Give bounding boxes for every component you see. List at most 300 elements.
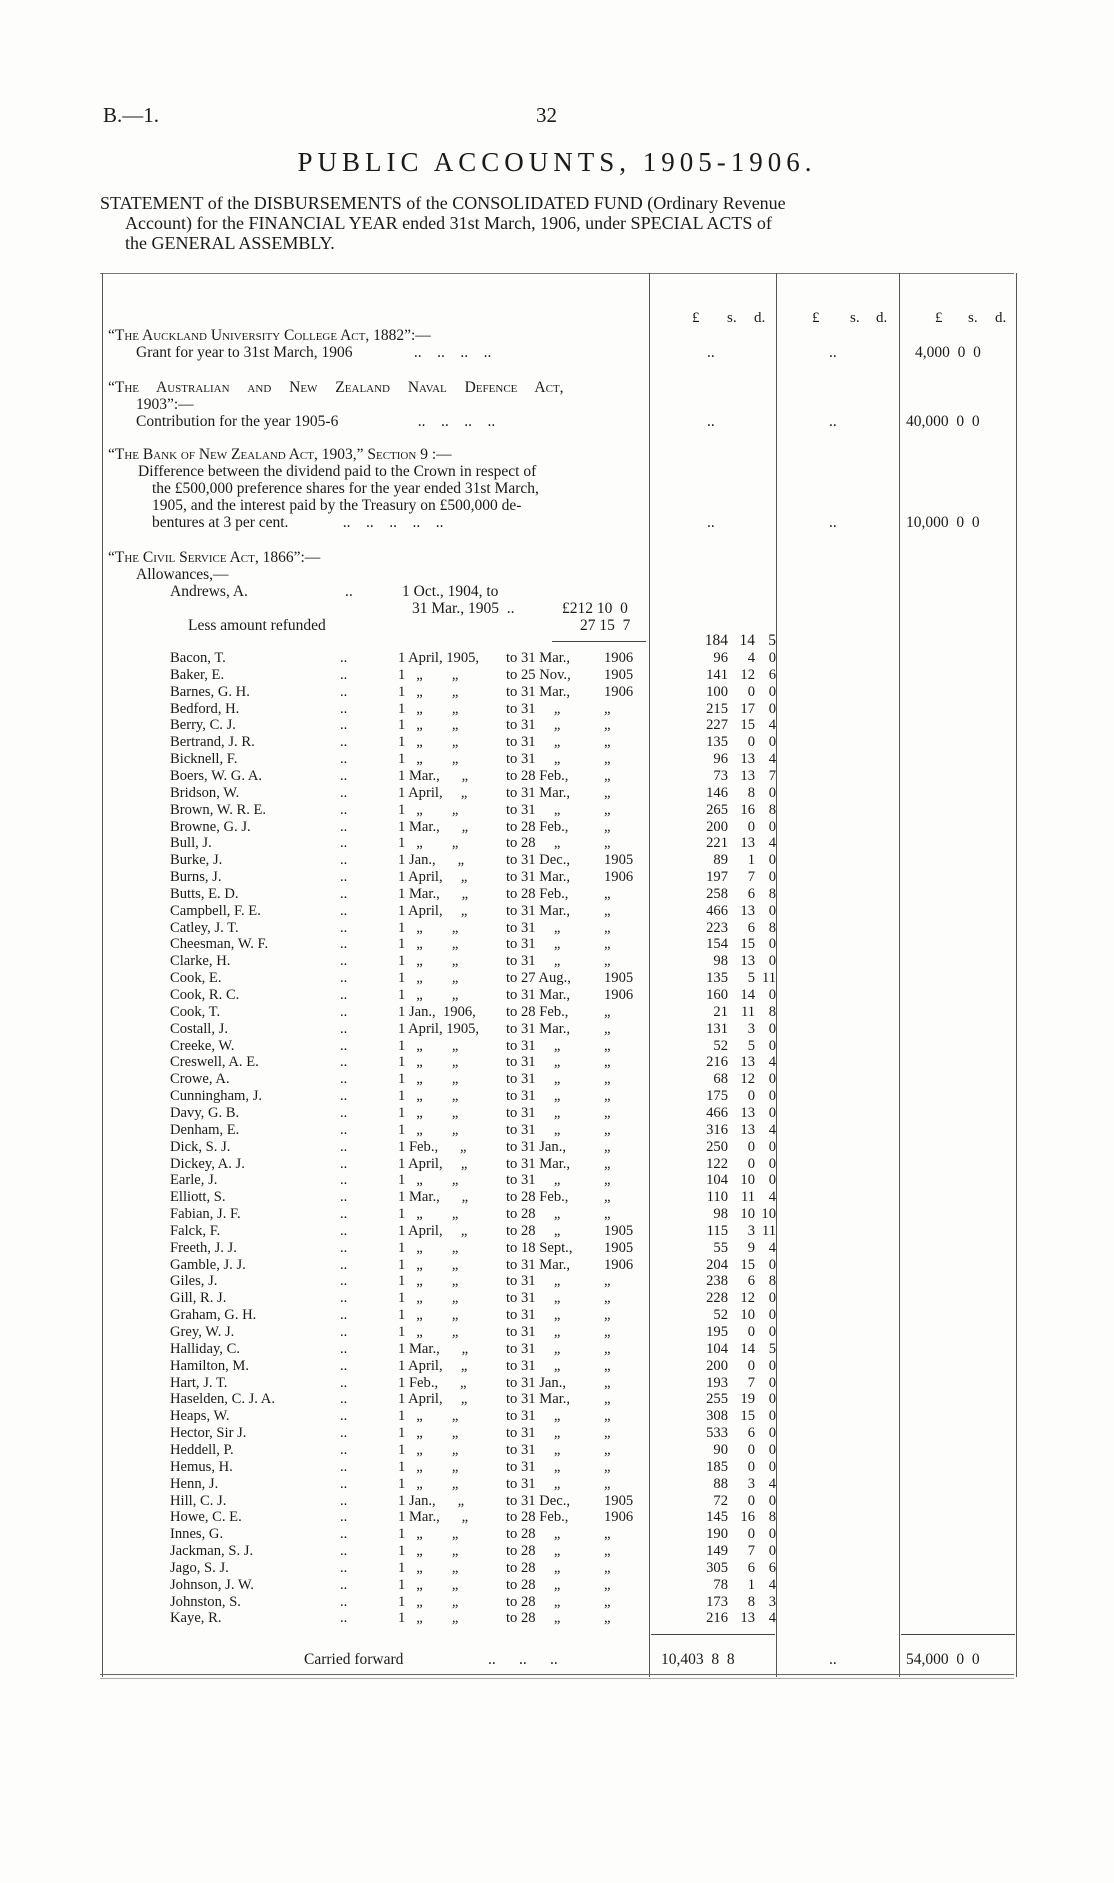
- col1-pound-header: £: [692, 310, 700, 326]
- allowance-to: to 28 Feb.,: [506, 1509, 569, 1526]
- allowance-pence: 0: [768, 869, 776, 886]
- allowance-year: „: [604, 885, 611, 902]
- allowance-pence: 4: [768, 1610, 776, 1627]
- andrews-refund: 27 15 7: [580, 617, 631, 634]
- allowance-leader-dots: ..: [340, 970, 348, 987]
- andrews-name: Andrews, A.: [170, 583, 248, 600]
- page-title: PUBLIC ACCOUNTS, 1905-1906.: [297, 147, 817, 177]
- allowance-shillings: 16: [740, 1509, 755, 1526]
- allowance-leader-dots: ..: [340, 1071, 348, 1088]
- allowance-to: to 18 Sept.,: [506, 1239, 573, 1256]
- allowance-leader-dots: ..: [340, 683, 348, 700]
- andrews-less-label: Less amount refunded: [188, 617, 326, 634]
- allowance-name: Davy, G. B.: [170, 1104, 240, 1121]
- allowance-name: Denham, E.: [170, 1121, 240, 1138]
- allowance-pence: 0: [768, 1408, 776, 1425]
- allowance-from: 1 April, „: [398, 1155, 468, 1172]
- allowance-to: to 31 „: [506, 1071, 561, 1088]
- act-bank-title: “The Bank of New Zealand Act, 1903,” Section 9 :—: [108, 446, 452, 463]
- allowance-shillings: 0: [747, 1458, 755, 1475]
- statement-heading: [100, 193, 1022, 253]
- allowance-shillings: 3: [747, 1222, 755, 1239]
- act-auckland-total: 4,000 0 0: [915, 344, 981, 361]
- allowance-name: Grey, W. J.: [170, 1324, 235, 1340]
- allowance-shillings: 10: [740, 1206, 755, 1223]
- allowance-to: to 31 „: [506, 1290, 561, 1307]
- allowance-leader-dots: ..: [340, 1020, 348, 1037]
- allowance-to: to 31 „: [506, 1273, 561, 1290]
- allowance-shillings: 13: [740, 767, 755, 784]
- allowance-pence: 0: [768, 1256, 776, 1273]
- allowance-pence: 11: [761, 1222, 776, 1239]
- allowance-shillings: 0: [747, 1441, 755, 1458]
- allowance-pounds: 305: [706, 1559, 728, 1576]
- allowance-pence: 0: [768, 1357, 776, 1374]
- allowance-name: Hemus, H.: [170, 1458, 233, 1475]
- sum-rule-1: [651, 1634, 775, 1635]
- allowance-pence: 0: [768, 1441, 776, 1458]
- allowance-pence: 0: [768, 852, 776, 869]
- allowance-leader-dots: ..: [340, 936, 348, 953]
- allowance-from: 1 „ „: [398, 970, 459, 987]
- allowance-year: „: [604, 1610, 611, 1627]
- allowance-year: 1906: [604, 650, 634, 666]
- allowance-name: Burns, J.: [170, 869, 222, 886]
- allowance-year: „: [604, 936, 611, 953]
- allowance-to: to 31 Mar.,: [506, 683, 571, 700]
- allowance-leader-dots: ..: [340, 818, 348, 835]
- allowance-pence: 0: [768, 818, 776, 835]
- allowance-year: 1905: [604, 1492, 634, 1509]
- act-naval-dots: .. .. .. ..: [410, 413, 496, 430]
- allowance-to: to 31 Mar.,: [506, 987, 571, 1003]
- allowance-pounds: 52: [713, 1307, 728, 1324]
- col1-shilling-header: s.: [727, 310, 737, 326]
- allowance-name: Bertrand, J. R.: [170, 734, 255, 751]
- allowance-year: „: [604, 1324, 611, 1340]
- allowance-pounds: 100: [706, 683, 728, 700]
- allowance-year: „: [604, 767, 611, 784]
- allowance-shillings: 12: [740, 1290, 755, 1307]
- allowance-name: Graham, G. H.: [170, 1307, 257, 1324]
- allowance-leader-dots: ..: [340, 953, 348, 970]
- allowance-pounds: 146: [706, 784, 728, 801]
- allowance-to: to 31 „: [506, 700, 561, 717]
- allowance-leader-dots: ..: [340, 734, 348, 751]
- allowance-shillings: 8: [747, 1593, 755, 1610]
- allowance-from: 1 „ „: [398, 683, 459, 700]
- table-left-rule: [102, 273, 103, 1677]
- allowance-leader-dots: ..: [340, 1290, 348, 1307]
- allowance-pounds: 145: [706, 1509, 728, 1526]
- allowance-pence: 0: [768, 1071, 776, 1088]
- allowance-shillings: 13: [740, 1121, 755, 1138]
- allowance-name: Heaps, W.: [170, 1408, 230, 1425]
- allowance-from: 1 „ „: [398, 1576, 459, 1593]
- allowance-shillings: 0: [747, 1492, 755, 1509]
- carried-forward-dots: .. .. ..: [488, 1651, 558, 1668]
- carried-forward-col3: 54,000 0 0: [906, 1651, 980, 1668]
- allowance-to: to 31 Dec.,: [506, 852, 571, 869]
- allowance-from: 1 „ „: [398, 666, 459, 683]
- allowance-pence: 0: [768, 1020, 776, 1037]
- allowance-pence: 4: [768, 1054, 776, 1071]
- allowance-pounds: 238: [706, 1273, 728, 1290]
- allowance-pence: 3: [768, 1593, 776, 1610]
- allowance-name: Henn, J.: [170, 1475, 219, 1492]
- allowance-leader-dots: ..: [340, 700, 348, 717]
- allowance-pounds: 96: [713, 751, 728, 768]
- allowance-shillings: 6: [747, 885, 755, 902]
- allowance-leader-dots: ..: [340, 1559, 348, 1576]
- allowance-from: 1 April, 1905,: [398, 1020, 480, 1037]
- allowance-pence: 4: [768, 1576, 776, 1593]
- allowance-from: 1 „ „: [398, 717, 459, 734]
- allowance-to: to 31 „: [506, 1172, 561, 1189]
- carried-forward-col1: 10,403 8 8: [661, 1651, 735, 1668]
- col2-pence-header: d.: [876, 310, 888, 326]
- allowance-name: Dick, S. J.: [170, 1138, 231, 1155]
- allowance-name: Costall, J.: [170, 1020, 228, 1037]
- allowance-name: Jago, S. J.: [170, 1559, 229, 1576]
- allowance-from: 1 „ „: [398, 936, 459, 953]
- allowance-pence: 0: [768, 1307, 776, 1324]
- allowance-from: 1 Mar., „: [398, 767, 469, 784]
- allowance-leader-dots: ..: [340, 1576, 348, 1593]
- allowance-leader-dots: ..: [340, 1391, 348, 1408]
- act-auckland-col3: ..: [829, 344, 837, 361]
- carried-forward-label: Carried forward: [304, 1651, 404, 1668]
- allowance-shillings: 0: [747, 1526, 755, 1543]
- allowance-pounds: 21: [713, 1003, 728, 1020]
- allowance-shillings: 15: [740, 1256, 755, 1273]
- allowance-pence: 0: [768, 683, 776, 700]
- allowance-year: „: [604, 1458, 611, 1475]
- allowance-year: 1905: [604, 666, 634, 683]
- allowance-to: to 31 „: [506, 801, 561, 818]
- allowance-leader-dots: ..: [340, 1003, 348, 1020]
- allowance-pence: 0: [768, 734, 776, 751]
- allowance-from: 1 Mar., „: [398, 885, 469, 902]
- allowance-year: „: [604, 1104, 611, 1121]
- allowance-to: to 31 „: [506, 936, 561, 953]
- allowance-year: „: [604, 1121, 611, 1138]
- allowance-from: 1 April, „: [398, 1222, 468, 1239]
- allowance-leader-dots: ..: [340, 1256, 348, 1273]
- allowance-name: Kaye, R.: [170, 1610, 222, 1627]
- allowance-leader-dots: ..: [340, 1492, 348, 1509]
- allowance-pence: 0: [768, 1037, 776, 1054]
- allowance-year: „: [604, 1071, 611, 1088]
- allowance-leader-dots: ..: [340, 1340, 348, 1357]
- allowance-pounds: 221: [706, 835, 728, 852]
- allowance-pence: 0: [768, 1374, 776, 1391]
- allowance-name: Cheesman, W. F.: [170, 936, 269, 953]
- allowance-year: „: [604, 1593, 611, 1610]
- allowance-leader-dots: ..: [340, 1408, 348, 1425]
- civil-service-title: “The Civil Service Act, 1866”:—: [108, 549, 321, 566]
- allowance-to: to 31 Jan.,: [506, 1374, 566, 1391]
- allowance-shillings: 0: [747, 818, 755, 835]
- allowance-pounds: 52: [713, 1037, 728, 1054]
- allowance-to: to 31 „: [506, 1307, 561, 1324]
- allowance-to: to 28 „: [506, 1543, 561, 1560]
- allowance-name: Campbell, F. E.: [170, 902, 261, 919]
- allowance-name: Giles, J.: [170, 1273, 218, 1290]
- act-naval-line: Contribution for the year 1905-6: [136, 413, 339, 430]
- act-bank-total: 10,000 0 0: [906, 514, 980, 531]
- allowance-shillings: 15: [740, 936, 755, 953]
- sum-rule-3: [901, 1634, 1015, 1635]
- allowance-pounds: 89: [713, 852, 728, 869]
- allowance-pounds: 135: [706, 734, 728, 751]
- allowance-shillings: 13: [740, 953, 755, 970]
- allowance-to: to 28 Feb.,: [506, 767, 569, 784]
- allowance-leader-dots: ..: [340, 1206, 348, 1223]
- allowance-to: to 28 Feb.,: [506, 1189, 569, 1206]
- allowance-year: 1906: [604, 1256, 634, 1273]
- allowance-from: 1 Feb., „: [398, 1374, 467, 1391]
- allowance-to: to 31 „: [506, 1408, 561, 1425]
- allowance-to: to 31 „: [506, 1425, 561, 1442]
- allowance-to: to 28 „: [506, 1559, 561, 1576]
- allowance-pounds: 122: [706, 1155, 728, 1172]
- allowance-leader-dots: ..: [340, 1593, 348, 1610]
- allowance-pence: 0: [768, 1391, 776, 1408]
- allowance-year: „: [604, 1307, 611, 1324]
- allowance-year: 1905: [604, 1222, 634, 1239]
- allowance-year: „: [604, 902, 611, 919]
- allowance-from: 1 „ „: [398, 1256, 459, 1273]
- col3-pence-header: d.: [995, 310, 1007, 326]
- allowance-pounds: 190: [706, 1526, 728, 1543]
- allowance-shillings: 1: [747, 1576, 755, 1593]
- allowance-leader-dots: ..: [340, 1458, 348, 1475]
- allowance-leader-dots: ..: [340, 1475, 348, 1492]
- act-bank-col3: ..: [829, 514, 837, 531]
- allowance-pounds: 197: [706, 869, 728, 886]
- allowance-from: 1 „ „: [398, 1273, 459, 1290]
- allowance-pounds: 223: [706, 919, 728, 936]
- allowance-name: Cook, E.: [170, 970, 222, 987]
- act-naval-col2: ..: [707, 413, 715, 430]
- andrews-shillings: 14: [739, 632, 755, 649]
- allowance-year: 1906: [604, 1509, 634, 1526]
- allowance-pounds: 255: [706, 1391, 728, 1408]
- allowance-name: Bedford, H.: [170, 700, 240, 717]
- allowance-leader-dots: ..: [340, 1104, 348, 1121]
- allowance-year: „: [604, 1543, 611, 1560]
- allowance-to: to 25 Nov.,: [506, 666, 571, 683]
- allowance-from: 1 April, „: [398, 1391, 468, 1408]
- allowance-name: Dickey, A. J.: [170, 1155, 245, 1172]
- allowance-name: Cook, T.: [170, 1003, 221, 1020]
- table-right-rule: [1016, 273, 1017, 1677]
- allowance-from: 1 Feb., „: [398, 1138, 467, 1155]
- allowance-shillings: 14: [740, 1340, 755, 1357]
- allowance-leader-dots: ..: [340, 650, 348, 666]
- act-naval-title: “The Australian and New Zealand Naval Defence Act,: [108, 379, 564, 396]
- allowance-from: 1 April, „: [398, 1357, 468, 1374]
- allowance-leader-dots: ..: [340, 1037, 348, 1054]
- allowance-from: 1 „ „: [398, 1543, 459, 1560]
- allowance-year: „: [604, 734, 611, 751]
- allowance-pence: 0: [768, 1526, 776, 1543]
- allowance-name: Haselden, C. J. A.: [170, 1391, 275, 1408]
- allowance-pence: 0: [768, 902, 776, 919]
- allowance-from: 1 „ „: [398, 1324, 459, 1340]
- allowance-year: 1906: [604, 869, 634, 886]
- allowance-to: to 31 Mar.,: [506, 784, 571, 801]
- allowance-leader-dots: ..: [340, 1088, 348, 1105]
- allowance-shillings: 6: [747, 1559, 755, 1576]
- allowance-shillings: 3: [747, 1020, 755, 1037]
- allowance-year: „: [604, 1526, 611, 1543]
- allowance-shillings: 17: [740, 700, 755, 717]
- allowance-pounds: 466: [706, 1104, 728, 1121]
- allowance-year: „: [604, 1357, 611, 1374]
- allowance-to: to 28 „: [506, 1526, 561, 1543]
- allowance-shillings: 0: [747, 1138, 755, 1155]
- allowance-leader-dots: ..: [340, 1121, 348, 1138]
- allowance-pence: 11: [761, 970, 776, 987]
- allowance-name: Butts, E. D.: [170, 885, 239, 902]
- allowance-year: „: [604, 801, 611, 818]
- allowance-pounds: 115: [706, 1222, 728, 1239]
- allowance-year: „: [604, 1037, 611, 1054]
- allowance-year: „: [604, 700, 611, 717]
- andrews-pounds: 184: [704, 632, 728, 649]
- allowance-name: Bicknell, F.: [170, 751, 238, 768]
- column-rule-1: [649, 273, 650, 1677]
- allowance-pence: 8: [768, 801, 776, 818]
- allowance-shillings: 9: [747, 1239, 755, 1256]
- allowance-year: „: [604, 1155, 611, 1172]
- allowance-name: Hill, C. J.: [170, 1492, 227, 1509]
- allowance-pence: 0: [768, 987, 776, 1003]
- allowance-shillings: 12: [740, 1071, 755, 1088]
- column-rule-3: [899, 273, 900, 1677]
- allowance-pence: 4: [768, 1189, 776, 1206]
- allowance-leader-dots: ..: [340, 1307, 348, 1324]
- allowance-shillings: 0: [747, 734, 755, 751]
- allowance-pounds: 90: [713, 1441, 728, 1458]
- allowance-pounds: 265: [706, 801, 728, 818]
- allowance-shillings: 5: [747, 1037, 755, 1054]
- allowance-to: to 31 Mar.,: [506, 902, 571, 919]
- allowance-from: 1 „ „: [398, 953, 459, 970]
- allowance-leader-dots: ..: [340, 1425, 348, 1442]
- allowance-leader-dots: ..: [340, 1374, 348, 1391]
- allowance-pence: 0: [768, 1290, 776, 1307]
- allowance-to: to 28 „: [506, 835, 561, 852]
- allowance-shillings: 0: [747, 1324, 755, 1340]
- allowance-from: 1 „ „: [398, 751, 459, 768]
- allowance-from: 1 „ „: [398, 1037, 459, 1054]
- allowance-pence: 0: [768, 784, 776, 801]
- allowance-to: to 31 „: [506, 1441, 561, 1458]
- allowance-year: „: [604, 1290, 611, 1307]
- allowance-from: 1 „ „: [398, 1071, 459, 1088]
- allowance-pence: 4: [768, 1239, 776, 1256]
- act-bank-line-4: bentures at 3 per cent.: [152, 514, 289, 531]
- allowance-from: 1 „ „: [398, 1526, 459, 1543]
- page-reference: B.—1.: [103, 103, 160, 127]
- allowance-year: „: [604, 953, 611, 970]
- allowance-pounds: 195: [706, 1324, 728, 1340]
- allowance-year: „: [604, 717, 611, 734]
- allowance-pence: 0: [768, 936, 776, 953]
- allowance-shillings: 1: [747, 852, 755, 869]
- allowance-to: to 28 Feb.,: [506, 885, 569, 902]
- allowance-pounds: 73: [713, 767, 728, 784]
- allowance-leader-dots: ..: [340, 902, 348, 919]
- allowance-shillings: 14: [740, 987, 755, 1003]
- act-bank-line-1: Difference between the dividend paid to the Crown in respect of: [138, 463, 537, 480]
- allowance-pounds: 173: [706, 1593, 728, 1610]
- allowance-name: Earle, J.: [170, 1172, 218, 1189]
- allowance-name: Creswell, A. E.: [170, 1054, 259, 1071]
- allowance-shillings: 19: [740, 1391, 755, 1408]
- allowance-from: 1 Mar., „: [398, 818, 469, 835]
- allowance-year: „: [604, 1559, 611, 1576]
- allowance-shillings: 6: [747, 1425, 755, 1442]
- allowance-name: Browne, G. J.: [170, 818, 251, 835]
- column-rule-2: [776, 273, 777, 1677]
- allowance-pounds: 55: [713, 1239, 728, 1256]
- allowance-from: 1 April, „: [398, 902, 468, 919]
- andrews-pence: 5: [768, 632, 776, 649]
- allowance-name: Brown, W. R. E.: [170, 801, 267, 818]
- andrews-period-2: 31 Mar., 1905 ..: [412, 600, 515, 617]
- allowance-pounds: 68: [713, 1071, 728, 1088]
- act-naval-col3: ..: [829, 413, 837, 430]
- allowances-heading: Allowances,—: [136, 566, 229, 583]
- allowance-pounds: 227: [706, 717, 728, 734]
- allowance-year: „: [604, 818, 611, 835]
- allowance-shillings: 12: [740, 666, 755, 683]
- allowance-to: to 31 „: [506, 734, 561, 751]
- act-auckland-col2: ..: [707, 344, 715, 361]
- allowance-name: Baker, E.: [170, 666, 225, 683]
- allowance-pounds: 96: [713, 650, 728, 666]
- allowance-shillings: 13: [740, 751, 755, 768]
- allowance-shillings: 0: [747, 1088, 755, 1105]
- allowance-shillings: 7: [747, 1543, 755, 1560]
- allowance-to: to 31 Mar.,: [506, 1155, 571, 1172]
- allowance-shillings: 0: [747, 683, 755, 700]
- allowance-pence: 6: [768, 666, 776, 683]
- allowance-from: 1 „ „: [398, 1290, 459, 1307]
- allowance-from: 1 Mar., „: [398, 1509, 469, 1526]
- act-auckland-line: Grant for year to 31st March, 1906: [136, 344, 353, 361]
- allowance-leader-dots: ..: [340, 1543, 348, 1560]
- allowance-shillings: 13: [740, 835, 755, 852]
- allowance-pounds: 316: [706, 1121, 728, 1138]
- allowance-pounds: 78: [713, 1576, 728, 1593]
- allowance-pounds: 160: [706, 987, 728, 1003]
- allowance-from: 1 April, „: [398, 784, 468, 801]
- allowance-year: „: [604, 1088, 611, 1105]
- andrews-subtotal-rule: [552, 641, 646, 642]
- andrews-period-1: 1 Oct., 1904, to: [402, 583, 499, 600]
- allowance-name: Johnson, J. W.: [170, 1576, 254, 1593]
- col3-shilling-header: s.: [968, 310, 978, 326]
- allowance-to: to 31 Mar.,: [506, 1020, 571, 1037]
- allowance-leader-dots: ..: [340, 919, 348, 936]
- allowance-name: Berry, C. J.: [170, 717, 236, 734]
- allowance-leader-dots: ..: [340, 1054, 348, 1071]
